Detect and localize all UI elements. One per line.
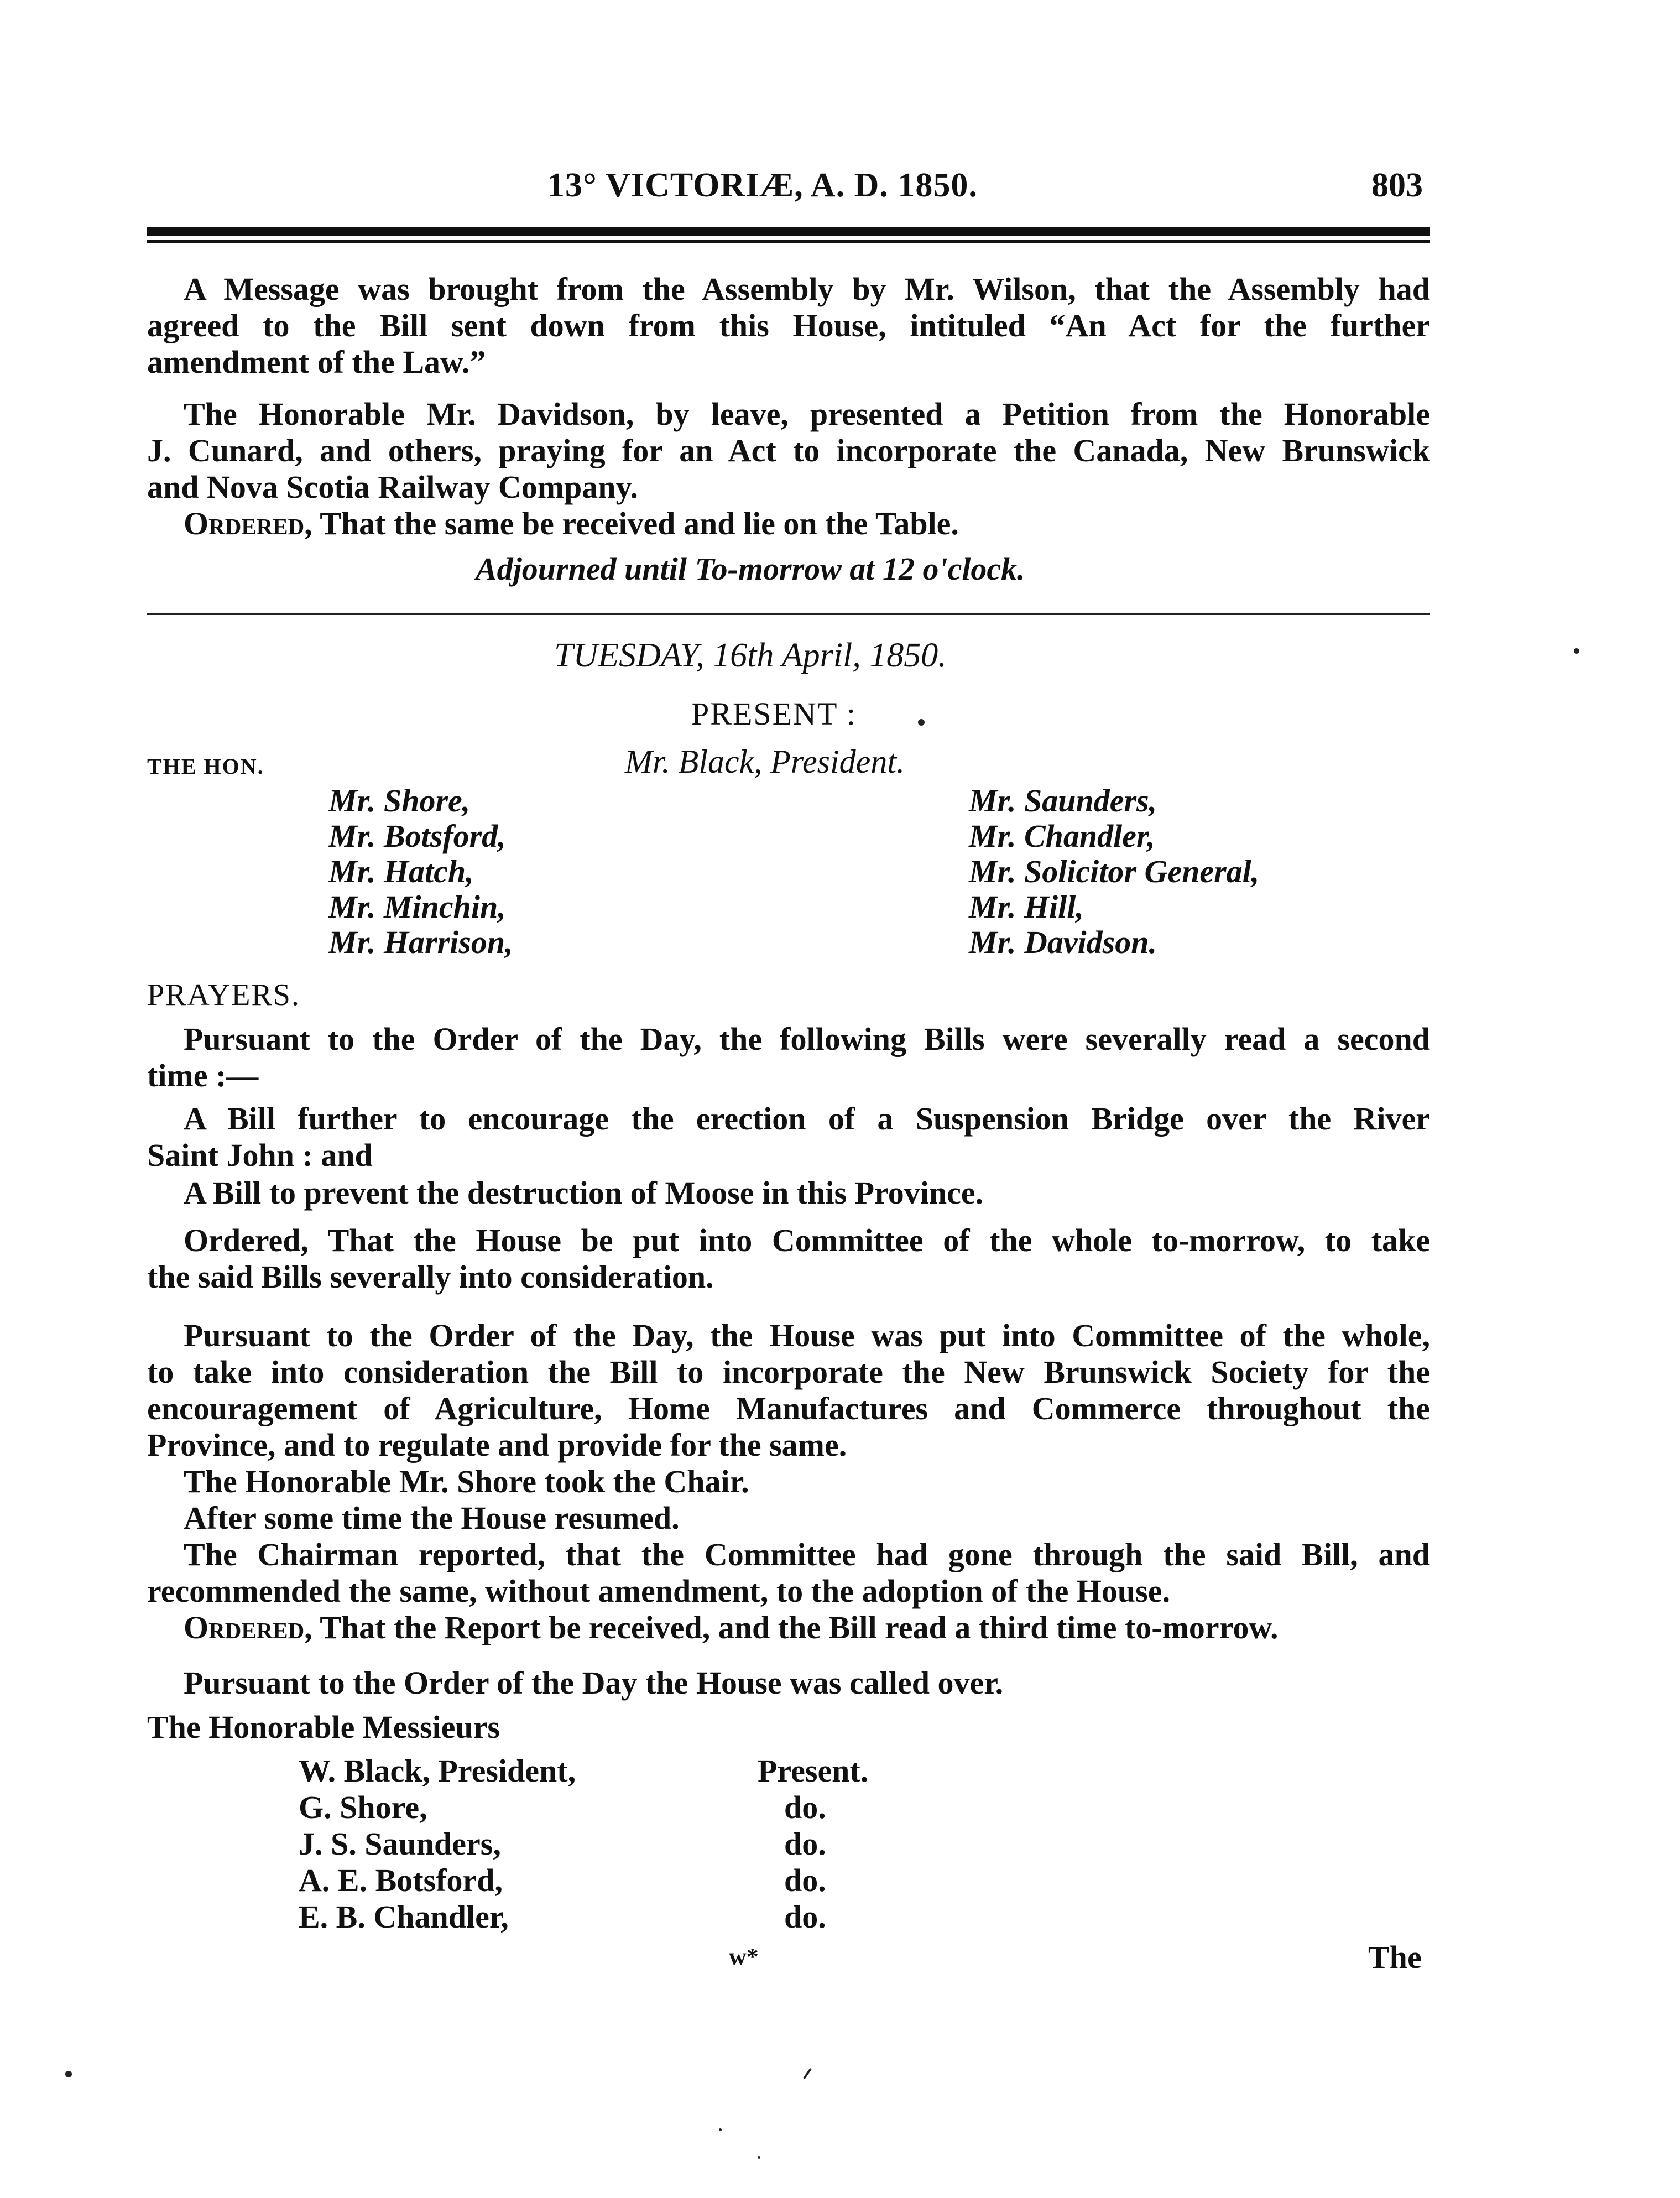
committee-line-3: encouragement of Agriculture, Home Manufactures and Commerce throughout the	[147, 1390, 1430, 1426]
resumed-line: After some time the House resumed.	[184, 1500, 680, 1536]
ordered-keyword: Ordered,	[184, 506, 312, 541]
ordered-text: That the Report be received, and the Bill read a third time to-morrow.	[320, 1610, 1279, 1645]
header-rule-thin	[147, 240, 1430, 243]
signature-mark: w*	[729, 1943, 759, 1970]
running-header-title: 13° VICTORIÆ, A. D. 1850.	[547, 166, 978, 204]
member-name: Mr. Shore,	[328, 783, 471, 819]
member-name: Mr. Solicitor General,	[969, 853, 1260, 889]
called-over-line: Pursuant to the Order of the Day the House was called over.	[184, 1665, 1004, 1701]
ordered-2-line-2: the said Bills severally into consideration.	[147, 1259, 714, 1295]
committee-line-1: Pursuant to the Order of the Day, the House was put into Committee of the whole,	[184, 1317, 1430, 1353]
message-line-2: agreed to the Bill sent down from this House, intituled “An Act for the further	[147, 308, 1430, 343]
bill-entry-1	[147, 1101, 1430, 1174]
ordered-entry-1	[184, 506, 959, 542]
section-divider	[147, 613, 1430, 615]
member-name: Mr. Botsford,	[328, 818, 506, 854]
committee-paragraph	[147, 1317, 1430, 1463]
member-name: Mr. Davidson.	[969, 924, 1157, 960]
the-hon-label: THE HON.	[147, 754, 264, 779]
second-reading-paragraph	[147, 1021, 1430, 1094]
roll-call-status: do.	[784, 1826, 826, 1862]
member-name: Mr. Hatch,	[328, 853, 474, 889]
scan-speck	[65, 2071, 72, 2077]
report-line-1: The Chairman reported, that the Committee had gone through the said Bill, and	[184, 1536, 1430, 1572]
second-reading-line-1: Pursuant to the Order of the Day, the following Bills were severally read a second	[184, 1021, 1430, 1057]
roll-call-status: do.	[784, 1789, 826, 1825]
ordered-entry-2	[147, 1222, 1430, 1295]
catchword: The	[1368, 1939, 1422, 1975]
ordered-text: That the same be received and lie on the Table.	[320, 506, 959, 541]
second-reading-line-2: time :—	[147, 1058, 259, 1093]
message-paragraph	[147, 271, 1430, 381]
members-right-column	[969, 783, 1259, 960]
roll-call-status: Present.	[758, 1753, 869, 1789]
petition-line-3: and Nova Scotia Railway Company.	[147, 469, 638, 505]
members-left-column	[328, 783, 513, 960]
present-heading: PRESENT :	[691, 696, 857, 732]
chairman-report	[147, 1536, 1430, 1610]
message-line-3: amendment of the Law.”	[147, 344, 486, 380]
messieurs-heading: The Honorable Messieurs	[147, 1709, 500, 1745]
roll-call-name: G. Shore,	[299, 1789, 427, 1825]
scan-speck	[758, 2156, 760, 2159]
roll-call-name: J. S. Saunders,	[299, 1826, 501, 1862]
committee-line-2: to take into consideration the Bill to incorporate the New Brunswick Society for the	[147, 1354, 1430, 1390]
petition-paragraph	[147, 396, 1430, 506]
member-name: Mr. Minchin,	[328, 889, 506, 925]
scan-speck	[719, 2128, 722, 2131]
roll-call-name: A. E. Botsford,	[299, 1862, 503, 1898]
roll-call-name: E. B. Chandler,	[299, 1899, 509, 1935]
member-name: Mr. Chandler,	[969, 818, 1155, 854]
scan-speck	[1574, 648, 1579, 654]
roll-call-name: W. Black, President,	[299, 1753, 576, 1789]
scan-speck	[803, 2068, 812, 2079]
chair-line: The Honorable Mr. Shore took the Chair.	[184, 1463, 749, 1499]
date-heading: TUESDAY, 16th April, 1850.	[554, 637, 947, 674]
message-line-1: A Message was brought from the Assembly by Mr. Wilson, that the Assembly had	[184, 271, 1430, 307]
roll-call-status: do.	[784, 1862, 826, 1898]
page-number: 803	[1371, 166, 1423, 204]
ordered-entry-3	[184, 1610, 1279, 1646]
petition-line-1: The Honorable Mr. Davidson, by leave, presented a Petition from the Honorable	[184, 396, 1430, 432]
member-name: Mr. Hill,	[969, 889, 1084, 925]
member-name: Mr. Saunders,	[969, 783, 1157, 819]
prayers-heading: PRAYERS.	[147, 978, 300, 1012]
bill-1-line-2: Saint John : and	[147, 1137, 373, 1173]
member-name: Mr. Harrison,	[328, 924, 513, 960]
ordered-keyword: Ordered,	[184, 1610, 312, 1645]
president-name: Mr. Black, President.	[625, 743, 905, 780]
roll-call-status: do.	[784, 1899, 826, 1935]
committee-line-4: Province, and to regulate and provide for the same.	[147, 1427, 847, 1463]
scan-speck	[918, 719, 925, 726]
ordered-2-line-1: Ordered, That the House be put into Committee of the whole to-morrow, to take	[184, 1222, 1430, 1258]
bill-entry-2: A Bill to prevent the destruction of Moose in this Province.	[184, 1175, 984, 1211]
bill-1-line-1: A Bill further to encourage the erection of a Suspension Bridge over the River	[184, 1101, 1430, 1137]
report-line-2: recommended the same, without amendment, to the adoption of the House.	[147, 1573, 1170, 1609]
petition-line-2: J. Cunard, and others, praying for an Act to incorporate the Canada, New Brunswick	[147, 433, 1430, 468]
header-rule-thick	[147, 227, 1430, 236]
adjournment-note: Adjourned until To-morrow at 12 o'clock.	[476, 551, 1025, 587]
